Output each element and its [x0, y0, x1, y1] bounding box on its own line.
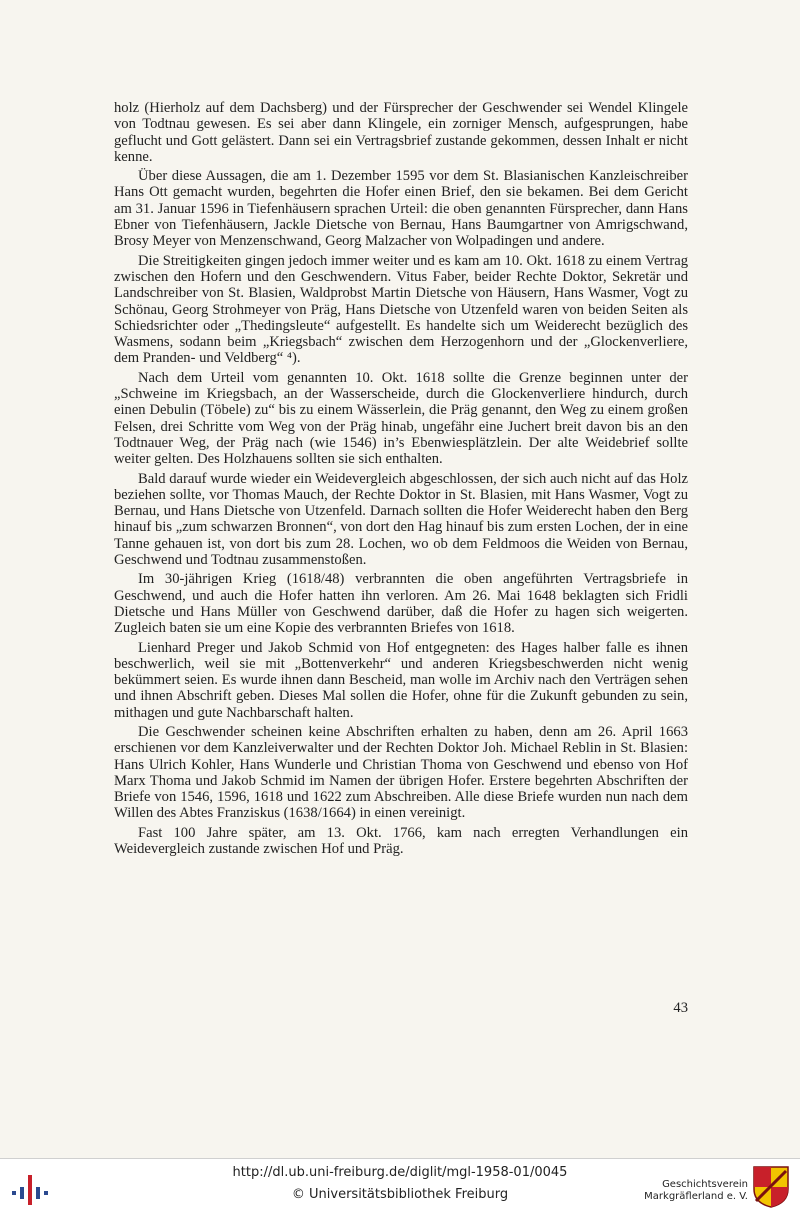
- page-number: 43: [673, 1000, 688, 1016]
- document-url-link[interactable]: http://dl.ub.uni-freiburg.de/diglit/mgl-1958-01/0045: [232, 1165, 568, 1180]
- ub-freiburg-logo-icon[interactable]: [10, 1175, 50, 1205]
- paragraph: Fast 100 Jahre später, am 13. Okt. 1766, kam nach erregten Verhandlungen ein Weidevergleich zustande zwischen Hof und Präg.: [114, 824, 688, 858]
- paragraph: Im 30-jährigen Krieg (1618/48) verbrannten die oben angeführten Vertragsbriefe in Geschwend, und auch die Hofer hatten ihn verloren. Am 26. Mai 1648 beklagten sich Fridli Dietsche und Hans Müller von Geschwend darüber, daß die Hofer zu hagen sich weigerten. Zugleich baten sie um eine Kopie des verbrannten Briefes von 1618.: [114, 571, 688, 637]
- body-text: [114, 100, 688, 860]
- society-line: Geschichtsverein: [662, 1179, 748, 1190]
- society-name: [598, 1179, 748, 1203]
- paragraph: Über diese Aussagen, die am 1. Dezember 1595 vor dem St. Blasianischen Kanzleischreiber Hans Ott gemacht wurden, begehrten die Hofer einen Brief, den sie bekamen. Bei dem Gericht am 31. Januar 1596 in Tiefenhäusern sprachen Urteil: die oben genannten Fürsprecher, dann Hans Ebner von Tiefenhäusern, Jackle Dietsche von Bernau, Hans Baumgartner von Amrigschwand, Brosy Meyer von Menzenschwand, Georg Malzacher von Wolpadingen und andere.: [114, 168, 688, 250]
- paragraph: Die Streitigkeiten gingen jedoch immer weiter und es kam am 10. Okt. 1618 zu einem Vertrag zwischen den Hofern und den Geschwendern. Vitus Faber, beider Rechte Doktor, Sekretär und Landschreiber von St. Blasien, Waldprobst Martin Dietsche von Häusern, Hans Wasmer, Vogt zu Schönau, Georg Strohmeyer von Präg, Hans Dietsche von Utzenfeld waren von beiden Seiten als Schiedsrichter oder „Thedingsleute“ aufgestellt. Es handelte sich um Weiderecht bezüglich des Wasmens, sodann beim „Kriegsbach“ zwischen dem Herzogenhorn und der „Glockenverliere, dem Pranden- und Veldberg“ ⁴).: [114, 252, 688, 367]
- paragraph: Nach dem Urteil vom genannten 10. Okt. 1618 sollte die Grenze beginnen unter der „Schweine im Kriegsbach, an der Wasserscheide, durch die Glockenverliere hindurch, durch einen Debulin (Töbele) zu“ bis zu einem Wässerlein, die Präg genannt, den Weg zu einem großen Felsen, drei Schritte vom Weg von der Präg hinab, ungefähr eine Juchert breit davon bis an den Todtnauer Weg, der Präg nach (wie 1546) in’s Ebenwiesplätzlein. Der alte Weidebrief sollte weiter gelten. Des Holzhauens sollten sie sich enthalten.: [114, 369, 688, 468]
- paragraph: Die Geschwender scheinen keine Abschriften erhalten zu haben, denn am 26. April 1663 erschienen vor dem Kanzleiverwalter und der Rechten Doktor Joh. Michael Reblin in St. Blasien: Hans Ulrich Kohler, Hans Wunderle und Christian Thoma von Geschwend und ebenso von Hof Marx Thoma und Jakob Schmid im Namen der übrigen Hofer. Erstere begehrten Abschriften der Briefe von 1546, 1596, 1618 und 1622 zum Abschreiben. Alle diese Briefe wurden nun nach dem Willen des Abtes Franziskus (1638/1664) in einen vereinigt.: [114, 723, 688, 822]
- paragraph: holz (Hierholz auf dem Dachsberg) und der Fürsprecher der Geschwender sei Wendel Klingele von Todtnau gewesen. Es sei aber dann Klingele, ein zorniger Mensch, aufgesprungen, habe geflucht und Gott gelästert. Dann sei ein Vertragsbrief zustande gekommen, dessen Inhalt er nicht kenne.: [114, 100, 688, 165]
- paragraph: Bald darauf wurde wieder ein Weidevergleich abgeschlossen, der sich auch nicht auf das Holz beziehen sollte, vor Thomas Mauch, der Rechte Doktor in St. Blasien, mit Hans Wasmer, Vogt zu Bernau, und Hans Dietsche von Utzenfeld. Darnach sollten die Hofer Weiderecht haben den Berg hinauf bis „zum schwarzen Bronnen“, von dort den Hag hinauf bis zum ersten Lochen, der in eine Tanne gehauen ist, von dort bis zum 28. Lochen, wo ob dem Feldmoos die Weiden von Bernau, Geschwend und Todtnau zusammenstoßen.: [114, 470, 688, 569]
- society-line: Markgräflerland e. V.: [644, 1191, 748, 1202]
- coat-of-arms-icon[interactable]: [752, 1165, 790, 1209]
- paragraph: Lienhard Preger und Jakob Schmid von Hof entgegneten: des Hages halber falle es ihnen beschwerlich, weil sie mit „Bottenverkehr“ und anderen Kriegsbeschwerden nicht wenig bekümmert seien. Es wurde ihnen dann Bescheid, man wolle im Archiv nach den Verträgen sehen und ihnen Abschrift geben. Dieses Mal sollen die Hofer, ohne für die Zukunft gebunden zu sein, mithagen und gute Nachbarschaft halten.: [114, 639, 688, 721]
- copyright-text: © Universitätsbibliothek Freiburg: [291, 1187, 509, 1202]
- footer-bar: [0, 1158, 800, 1214]
